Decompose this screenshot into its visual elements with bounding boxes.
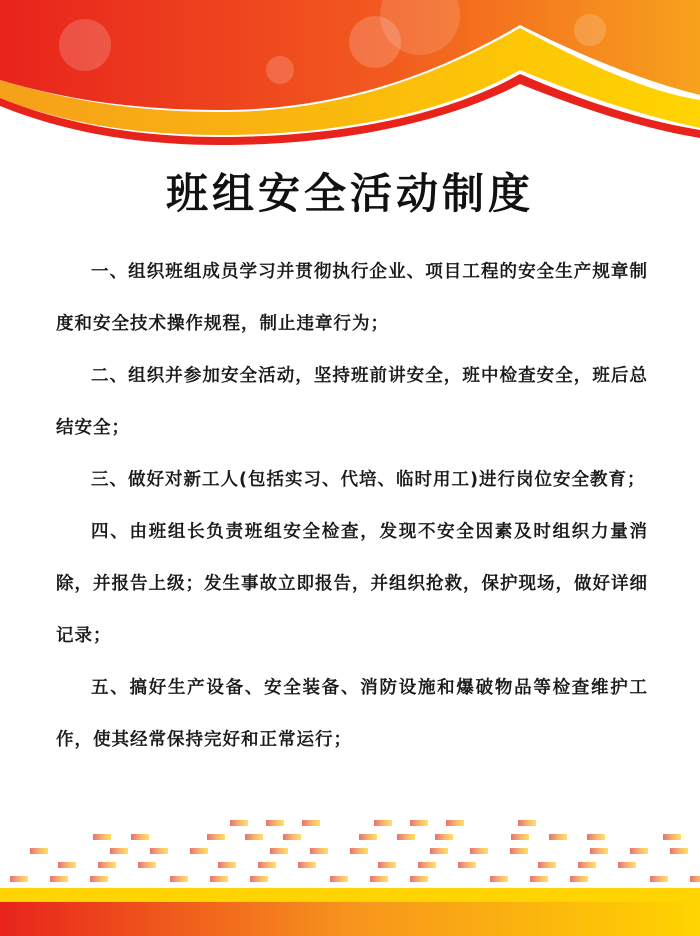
footer-dash: [150, 848, 168, 854]
footer-dash: [266, 820, 284, 826]
footer-dash: [587, 834, 605, 840]
footer-dash: [570, 876, 588, 882]
footer-dash: [418, 862, 436, 868]
footer-dash: [410, 876, 428, 882]
page-title: 班组安全活动制度: [165, 169, 534, 218]
rule-paragraph-3: 三、做好对新工人(包括实习、代培、临时用工)进行岗位安全教育；: [91, 470, 646, 490]
footer-dash: [663, 834, 681, 840]
footer-dash: [190, 848, 208, 854]
footer-dash: [538, 862, 556, 868]
footer-dash: [210, 876, 228, 882]
footer-dash: [310, 848, 328, 854]
footer-dash: [590, 848, 608, 854]
rule-paragraph-4: 四、由班组长负责班组安全检查，发现不安全因素及时组织力量消除，并报告上级；发生事故立即报告，并组织抢救，保护现场，做好详细记录；: [56, 522, 648, 646]
footer-dash: [578, 862, 596, 868]
footer-dash: [98, 862, 116, 868]
footer-dash: [530, 876, 548, 882]
footer-dash: [110, 848, 128, 854]
footer-dash: [470, 848, 488, 854]
footer-dash: [302, 820, 320, 826]
footer-dash: [430, 848, 448, 854]
rule-paragraph-1: 一、组织班组成员学习并贯彻执行企业、项目工程的安全生产规章制度和安全技术操作规程，制止违章行为；: [56, 262, 648, 334]
header-decoration: [0, 0, 700, 150]
footer-dash: [10, 876, 28, 882]
footer-dash: [350, 848, 368, 854]
footer-dash: [510, 848, 528, 854]
footer-dash: [90, 876, 108, 882]
footer-dash: [93, 834, 111, 840]
footer-dash: [670, 848, 688, 854]
footer-decoration: [0, 800, 700, 936]
footer-dash: [518, 820, 536, 826]
footer-dash: [170, 876, 188, 882]
footer-dash: [230, 820, 248, 826]
footer-dash: [458, 862, 476, 868]
footer-dash: [370, 876, 388, 882]
footer-dash: [131, 834, 149, 840]
footer-dash: [446, 820, 464, 826]
footer-dash: [374, 820, 392, 826]
rule-paragraph-5: 五、搞好生产设备、安全装备、消防设施和爆破物品等检查维护工作，使其经常保持完好和正常运行；: [56, 678, 648, 750]
footer-dash: [690, 876, 700, 882]
footer-dash: [650, 876, 668, 882]
footer-dash: [30, 848, 48, 854]
footer-dash: [207, 834, 225, 840]
footer-dash: [359, 834, 377, 840]
footer-dash: [630, 848, 648, 854]
footer-dash: [245, 834, 263, 840]
footer-dash: [283, 834, 301, 840]
footer-dash: [410, 820, 428, 826]
footer-dash: [378, 862, 396, 868]
footer-dash: [50, 876, 68, 882]
document-body: [56, 246, 648, 766]
rule-paragraph-2: 二、组织并参加安全活动，坚持班前讲安全，班中检查安全，班后总结安全；: [56, 366, 648, 438]
footer-dash: [511, 834, 529, 840]
footer-dash: [270, 848, 288, 854]
footer-dash: [330, 876, 348, 882]
footer-dash: [435, 834, 453, 840]
footer-dash: [138, 862, 156, 868]
footer-dash: [618, 862, 636, 868]
footer-dash: [258, 862, 276, 868]
footer-dash: [58, 862, 76, 868]
footer-dash: [549, 834, 567, 840]
footer-dash: [250, 876, 268, 882]
footer-dash: [490, 876, 508, 882]
footer-dash: [397, 834, 415, 840]
footer-dash: [218, 862, 236, 868]
footer-dash: [298, 862, 316, 868]
